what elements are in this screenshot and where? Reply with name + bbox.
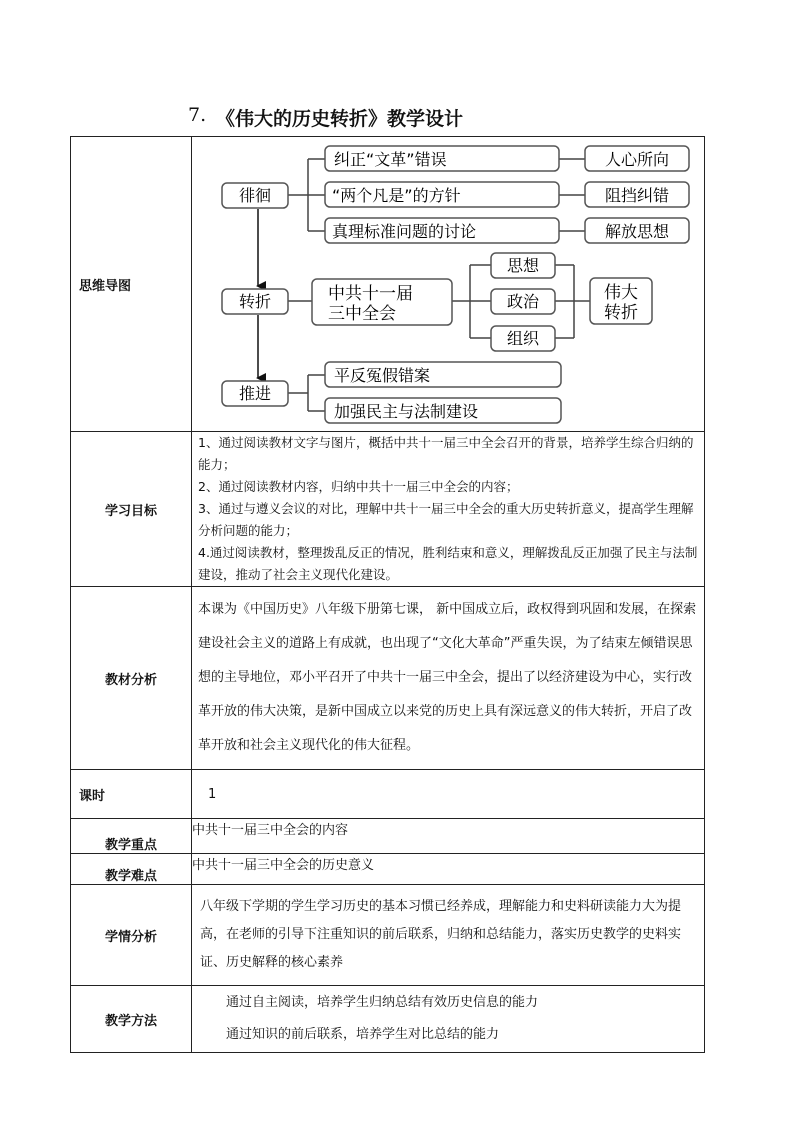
node-zhuanzhe — [222, 289, 288, 314]
svg-text:伟大: 伟大 — [604, 283, 638, 303]
analysis-row — [71, 587, 705, 770]
methods-label: 教学方法 — [71, 986, 192, 1053]
svg-text:中共十一届: 中共十一届 — [328, 284, 413, 304]
difficulties-value: 中共十一届三中全会的历史意义 — [192, 854, 705, 885]
analysis-label: 教材分析 — [71, 587, 192, 770]
svg-text:三中全会: 三中全会 — [328, 304, 396, 324]
svg-text:转折: 转折 — [238, 292, 272, 311]
svg-text:平反冤假错案: 平反冤假错案 — [334, 366, 431, 385]
svg-text:真理标准问题的讨论: 真理标准问题的讨论 — [332, 222, 477, 241]
node-tuijin-item-1 — [325, 362, 561, 387]
analysis-text: 本课为《中国历史》八年级下册第七课， 新中国成立后，政权得到巩固和发展，在探索建设社会主义的道路上有成就，也出现了“文化大革命”严重失误，为了结束左倾错误思想的主导地位，邓小平召开了中共十一届三中全会，提出了以经济建设为中心，实行改革开放的伟大决策，是新中国成立以来党的历史上具有深远意义的伟大转折，开启了改革开放和社会主义现代化的伟大征程。 — [198, 602, 697, 753]
mindmap-label: 思维导图 — [71, 137, 192, 432]
node-result-2 — [585, 182, 689, 207]
svg-text:阻挡纠错: 阻挡纠错 — [604, 186, 670, 205]
goal-item: 4.通过阅读教材，整理拨乱反正的情况，胜利结束和意义，理解拨乱反正加强了民主与法制建设，推动了社会主义现代化建设。 — [198, 545, 698, 582]
node-huihuang-item-1 — [325, 146, 559, 171]
students-row — [71, 885, 705, 986]
key-points-value: 中共十一届三中全会的内容 — [192, 819, 705, 854]
node-tuijin-item-2 — [325, 398, 561, 423]
difficulties-label: 教学难点 — [71, 854, 192, 885]
svg-text:解放思想: 解放思想 — [604, 222, 670, 241]
analysis-content — [192, 587, 705, 770]
goal-item: 1、通过阅读教材文字与图片，概括中共十一届三中全会召开的背景，培养学生综合归纳的能力； — [198, 435, 694, 472]
methods-row — [71, 986, 705, 1053]
goals-label: 学习目标 — [71, 432, 192, 587]
mindmap-cell — [192, 137, 705, 432]
node-aspect-sixiang — [491, 253, 555, 278]
node-great-turn — [590, 278, 652, 324]
svg-text:纠正“文革”错误: 纠正“文革”错误 — [334, 150, 447, 169]
node-result-1 — [585, 146, 689, 171]
svg-text:思想: 思想 — [506, 256, 540, 275]
node-tuijin — [222, 381, 288, 406]
mindmap-diagram — [192, 137, 713, 427]
goal-item: 3、通过与遵义会议的对比，理解中共十一届三中全会的重大历史转折意义，提高学生理解分析问题的能力； — [198, 501, 694, 538]
students-label: 学情分析 — [71, 885, 192, 986]
method-item: 通过知识的前后联系，培养学生对比总结的能力 — [226, 1027, 500, 1042]
hours-row — [71, 770, 705, 819]
lesson-plan-table — [70, 136, 705, 1053]
svg-text:政治: 政治 — [506, 292, 540, 311]
node-result-3 — [585, 218, 689, 243]
node-huihuang-item-3 — [325, 218, 559, 243]
method-item: 通过自主阅读，培养学生归纳总结有效历史信息的能力 — [226, 995, 539, 1010]
node-aspect-zuzhi — [491, 326, 555, 351]
hours-label: 课时 — [71, 770, 192, 819]
students-text: 八年级下学期的学生学习历史的基本习惯已经养成，理解能力和史料研读能力大为提高，在老师的引导下注重知识的前后联系，归纳和总结能力，落实历史教学的史料实证、历史解释的核心素养 — [200, 899, 682, 970]
title-number: 7. — [188, 104, 207, 126]
node-huihuang — [222, 183, 288, 208]
svg-text:人心所向: 人心所向 — [604, 150, 670, 169]
svg-text:加强民主与法制建设: 加强民主与法制建设 — [334, 402, 479, 421]
mindmap-row — [71, 137, 705, 432]
methods-content — [192, 986, 705, 1053]
goals-row — [71, 432, 705, 587]
node-plenum — [312, 279, 452, 325]
svg-text:“两个凡是”的方针: “两个凡是”的方针 — [332, 186, 461, 205]
svg-text:组织: 组织 — [506, 329, 540, 348]
key-points-row — [71, 819, 705, 854]
goals-content — [192, 432, 705, 587]
difficulties-row — [71, 854, 705, 885]
title-text: 《伟大的历史转折》教学设计 — [216, 108, 464, 130]
students-content — [192, 885, 705, 986]
goal-item: 2、通过阅读教材内容，归纳中共十一届三中全会的内容； — [198, 479, 519, 494]
node-huihuang-item-2 — [325, 182, 559, 207]
node-aspect-zhengzhi — [491, 289, 555, 314]
svg-text:推进: 推进 — [238, 384, 272, 403]
svg-text:徘徊: 徘徊 — [238, 186, 272, 205]
svg-text:转折: 转折 — [604, 303, 638, 323]
hours-value: 1 — [192, 770, 705, 819]
key-points-label: 教学重点 — [71, 819, 192, 854]
